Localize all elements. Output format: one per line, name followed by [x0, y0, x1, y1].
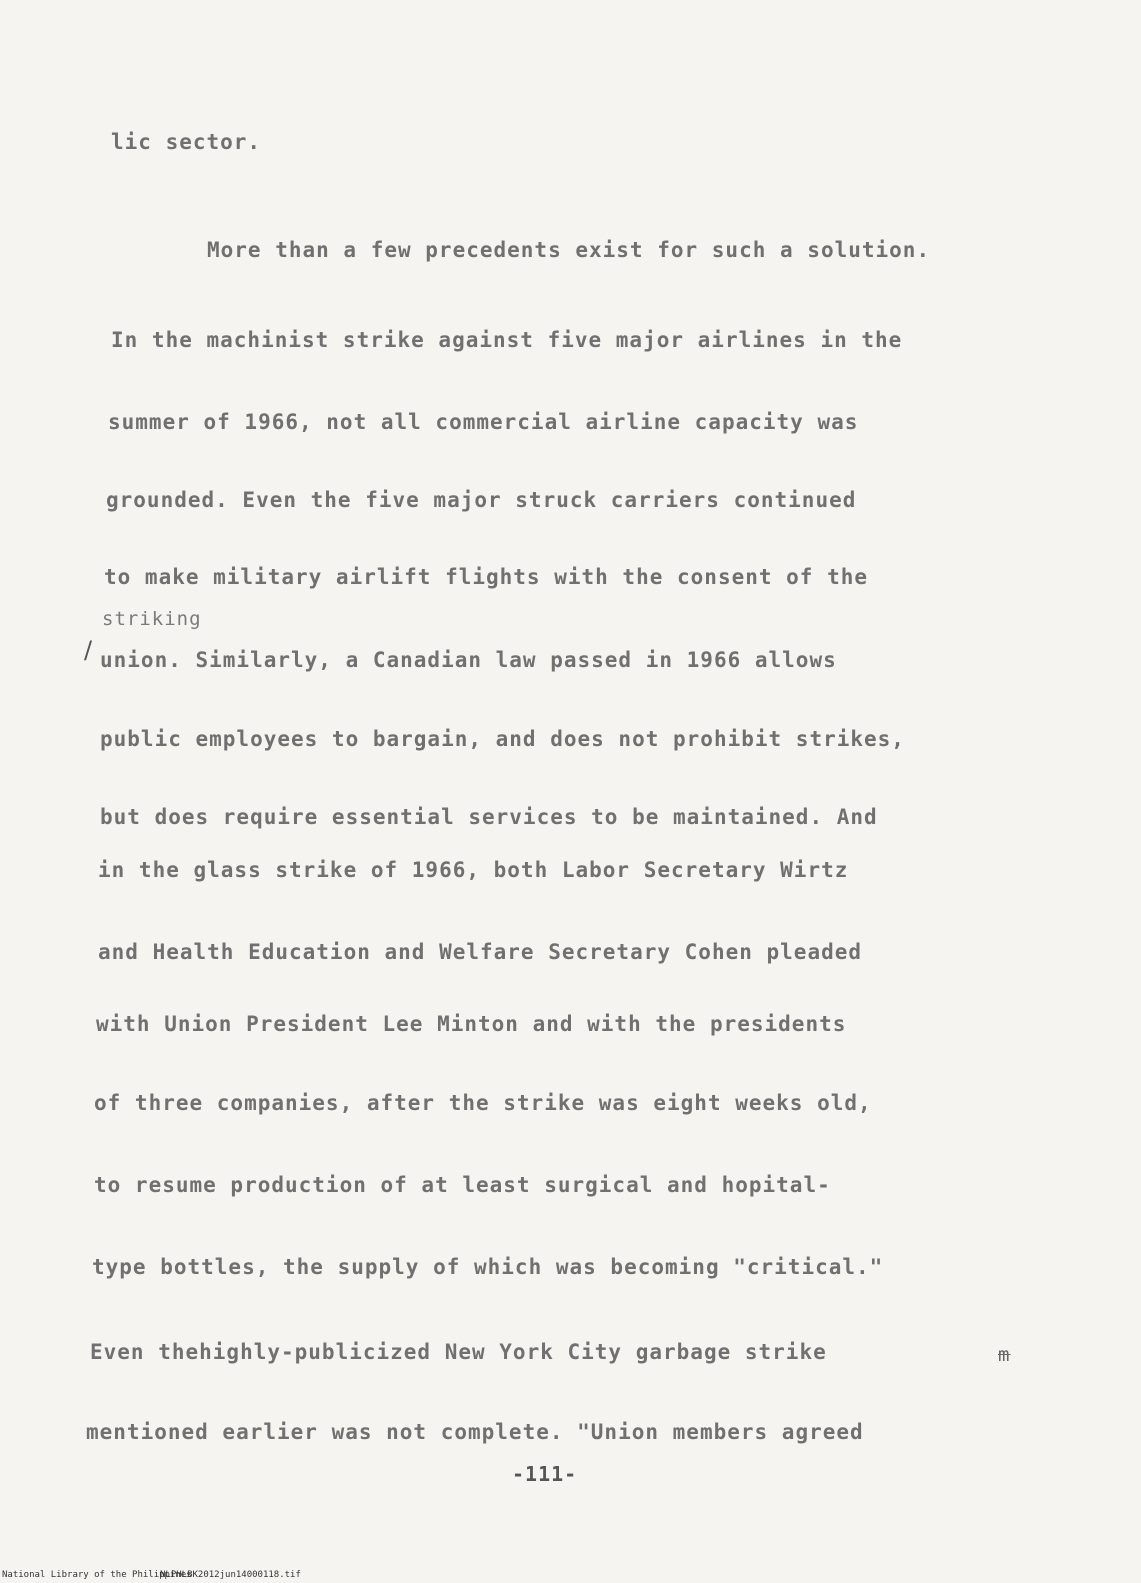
footer-filename: NLPHLBK2012jun14000118.tif [160, 1570, 301, 1580]
text-line-1: lic sector. [111, 130, 262, 154]
text-line-3: In the machinist strike against five major airlines in the [111, 328, 903, 352]
text-line-8: public employees to bargain, and does not prohibit strikes, [100, 727, 905, 751]
text-line-15: type bottles, the supply of which was becoming "critical." [92, 1255, 884, 1279]
text-line-14: to resume production of at least surgical and hopital- [94, 1173, 831, 1197]
handwritten-insertion: striking [102, 608, 202, 630]
text-line-13: of three companies, after the strike was eight weeks old, [94, 1091, 872, 1115]
text-line-16: Even thehighly-publicized New York City garbage strike [90, 1340, 827, 1364]
text-line-5: grounded. Even the five major struck carriers continued [106, 488, 857, 512]
text-line-4: summer of 1966, not all commercial airline capacity was [108, 410, 859, 434]
text-line-7: union. Similarly, a Canadian law passed in 1966 allows [100, 648, 837, 672]
struck-character: m [998, 1344, 1011, 1366]
text-line-9: but does require essential services to be maintained. And [100, 805, 878, 829]
page-number: -111- [512, 1462, 578, 1486]
text-line-2: More than a few precedents exist for such a solution. [207, 238, 931, 262]
footer-source: National Library of the Philippines [2, 1570, 192, 1580]
text-line-6: to make military airlift flights with the consent of the [104, 565, 869, 589]
text-line-12: with Union President Lee Minton and with the presidents [96, 1012, 847, 1036]
text-line-11: and Health Education and Welfare Secretary Cohen pleaded [98, 940, 863, 964]
insertion-caret-mark: / [84, 636, 93, 664]
text-line-10: in the glass strike of 1966, both Labor Secretary Wirtz [98, 858, 849, 882]
text-line-17: mentioned earlier was not complete. "Union members agreed [86, 1420, 864, 1444]
